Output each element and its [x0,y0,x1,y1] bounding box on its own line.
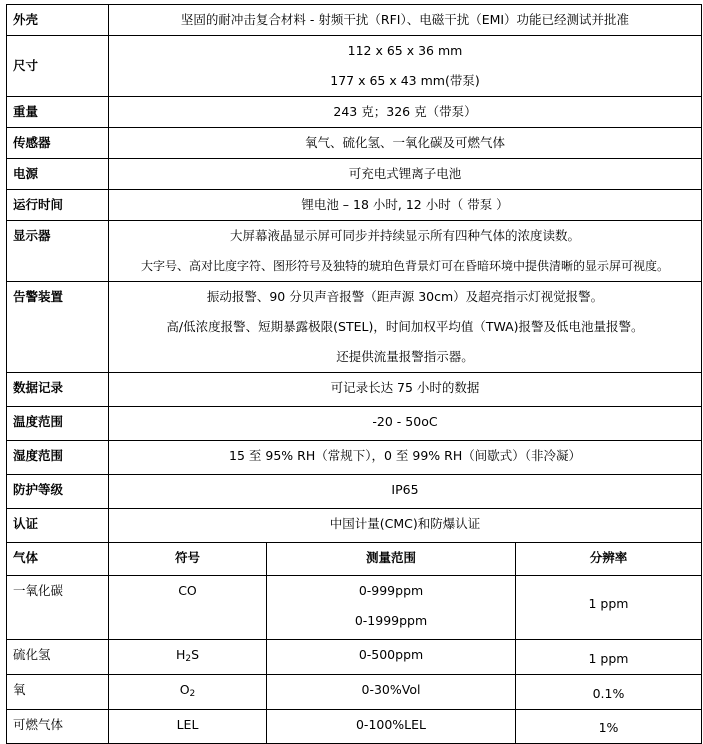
spec-label: 电源 [7,159,109,190]
spec-row [7,221,702,282]
gas-row [7,675,702,710]
spec-row [7,282,702,373]
gas-resolution: 0.1% [516,675,702,710]
gas-range: 0-999ppm 0-1999ppm [267,576,516,640]
gas-name: 硫化氢 [7,640,109,675]
spec-label: 尺寸 [7,36,109,97]
gas-range: 0-30%Vol [267,675,516,710]
spec-label: 数据记录 [7,373,109,407]
spec-row [7,159,702,190]
spec-row [7,373,702,407]
spec-label: 认证 [7,509,109,543]
spec-table [6,4,702,744]
spec-row [7,36,702,97]
gas-resolution: 1% [516,710,702,744]
spec-row [7,509,702,543]
gas-name: 氧 [7,675,109,710]
spec-label: 防护等级 [7,475,109,509]
spec-value: 锂电池 – 18 小时, 12 小时（ 带泵 ） [109,190,702,221]
spec-row [7,5,702,36]
spec-label: 显示器 [7,221,109,282]
gas-symbol: CO [109,576,267,640]
gas-symbol: LEL [109,710,267,744]
spec-row [7,475,702,509]
gas-header-symbol: 符号 [109,543,267,576]
gas-row [7,710,702,744]
spec-row [7,407,702,441]
gas-header-gas: 气体 [7,543,109,576]
gas-resolution: 1 ppm [516,640,702,675]
spec-row [7,190,702,221]
gas-row [7,576,702,640]
spec-value: 243 克；326 克（带泵） [109,97,702,128]
spec-label: 重量 [7,97,109,128]
gas-header-resolution: 分辨率 [516,543,702,576]
gas-name: 一氧化碳 [7,576,109,640]
spec-value: 大屏幕液晶显示屏可同步并持续显示所有四种气体的浓度读数。 大字号、高对比度字符、图形符号及独特的琥珀色背景灯可在昏暗环境中提供清晰的显示屏可视度。 [109,221,702,282]
spec-value: IP65 [109,475,702,509]
spec-value: 可记录长达 75 小时的数据 [109,373,702,407]
spec-label: 传感器 [7,128,109,159]
gas-range: 0-100%LEL [267,710,516,744]
spec-label: 运行时间 [7,190,109,221]
gas-symbol: $O_2$ [109,675,267,710]
spec-value: 振动报警、90 分贝声音报警（距声源 30cm）及超亮指示灯视觉报警。 高/低浓度报警、短期暴露极限(STEL)，时间加权平均值（TWA)报警及低电池量报警。 还提供流量报警指示器。 [109,282,702,373]
gas-range: 0-500ppm [267,640,516,675]
gas-header-row [7,543,702,576]
spec-value: 可充电式锂离子电池 [109,159,702,190]
gas-name: 可燃气体 [7,710,109,744]
spec-value: 15 至 95% RH（常规下），0 至 99% RH（间歇式）（非冷凝） [109,441,702,475]
spec-label: 外壳 [7,5,109,36]
gas-row [7,640,702,675]
spec-row [7,97,702,128]
spec-row [7,128,702,159]
spec-label: 湿度范围 [7,441,109,475]
spec-value: -20 - 50oC [109,407,702,441]
spec-row [7,441,702,475]
gas-header-range: 测量范围 [267,543,516,576]
spec-value: 112 x 65 x 36 mm 177 x 65 x 43 mm(带泵) [109,36,702,97]
spec-value: 中国计量(CMC)和防爆认证 [109,509,702,543]
gas-resolution: 1 ppm [516,576,702,640]
spec-value: 坚固的耐冲击复合材料 - 射频干扰（RFI）、电磁干扰（EMI）功能已经测试并批准 [109,5,702,36]
spec-value: 氧气、硫化氢、一氧化碳及可燃气体 [109,128,702,159]
spec-label: 告警装置 [7,282,109,373]
gas-symbol: $H_2S$ [109,640,267,675]
spec-label: 温度范围 [7,407,109,441]
